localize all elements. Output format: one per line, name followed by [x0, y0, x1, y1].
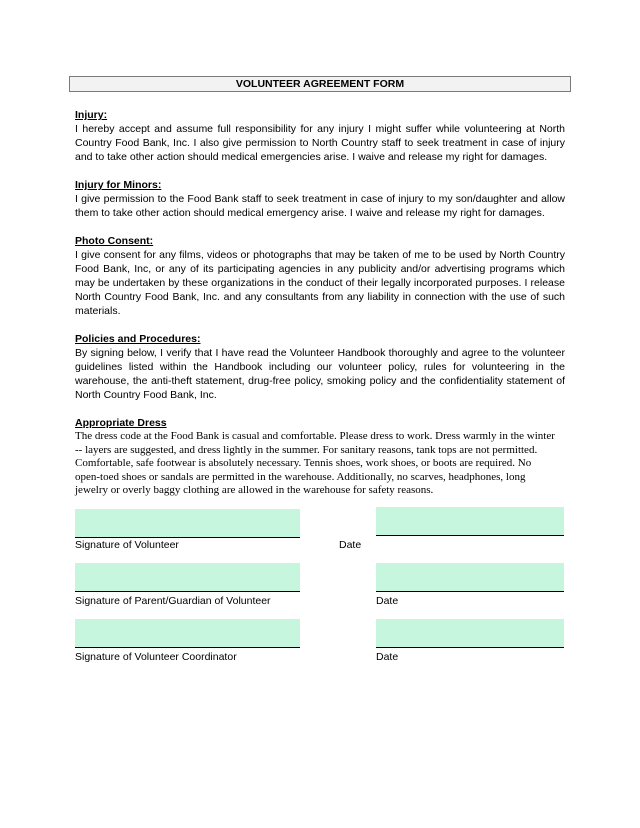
section-heading: Photo Consent: — [75, 235, 154, 247]
section-injury-minors — [75, 178, 565, 220]
section-heading: Injury for Minors: — [75, 179, 162, 191]
guardian-signature-label: Signature of Parent/Guardian of Volunteer — [75, 595, 271, 607]
guardian-signature-field[interactable] — [75, 563, 300, 592]
section-heading: Appropriate Dress — [75, 417, 167, 429]
volunteer-date-label: Date — [339, 539, 362, 551]
section-text: I give consent for any films, videos or photographs that may be taken of me to be used by North Country Food Bank, Inc, or any of its participating agencies in any publicity and/or advertising programs which may be undertaken by these organizations in the conduct of their legally incorporated purposes. I release North Country Food Bank, Inc. and any consultants from any liability in connection with the use of such materials. — [75, 249, 565, 317]
guardian-date-label: Date — [376, 595, 399, 607]
section-injury — [75, 108, 565, 164]
form-title: VOLUNTEER AGREEMENT FORM — [69, 76, 571, 92]
section-dress — [75, 416, 555, 498]
volunteer-date-field[interactable] — [376, 507, 564, 536]
coordinator-date-label: Date — [376, 651, 399, 663]
coordinator-signature-field[interactable] — [75, 619, 300, 648]
section-text: I give permission to the Food Bank staff to seek treatment in case of injury to my son/daughter and allow them to take other action should medical emergency arise. I waive and release my right for damages. — [75, 193, 565, 219]
volunteer-signature-field[interactable] — [75, 509, 300, 538]
section-policies — [75, 332, 565, 402]
volunteer-signature-label: Signature of Volunteer — [75, 539, 179, 551]
coordinator-date-field[interactable] — [376, 619, 564, 648]
section-heading: Injury: — [75, 109, 108, 121]
section-text: By signing below, I verify that I have read the Volunteer Handbook thoroughly and agree to the volunteer guidelines listed within the Handbook including our volunteer policy, rules for volunteering in the warehouse, the anti-theft statement, drug-free policy, smoking policy and the confidentiality statement of North Country Food Bank, Inc. — [75, 347, 565, 401]
section-text: The dress code at the Food Bank is casual and comfortable. Please dress to work. Dress warmly in the winter -- layers are suggested, and dress lightly in the summer. For sanitary reasons, tank tops are not permitted. Comfortable, safe footwear is absolutely necessary. Tennis shoes, work shoes, or boots are required. No open-toed shoes or sandals are permitted in the warehouse. Additionally, no scarves, headphones, long jewelry or overly baggy clothing are allowed in the warehouse for safety reasons. — [75, 430, 555, 496]
section-heading: Policies and Procedures: — [75, 333, 201, 345]
section-text: I hereby accept and assume full responsibility for any injury I might suffer while volunteering at North Country Food Bank, Inc. I also give permission to North Country staff to seek treatment in case of injury and to take other action should medical emergencies arise. I waive and release my right for damages. — [75, 123, 565, 163]
coordinator-signature-label: Signature of Volunteer Coordinator — [75, 651, 237, 663]
guardian-date-field[interactable] — [376, 563, 564, 592]
section-photo-consent — [75, 234, 565, 318]
